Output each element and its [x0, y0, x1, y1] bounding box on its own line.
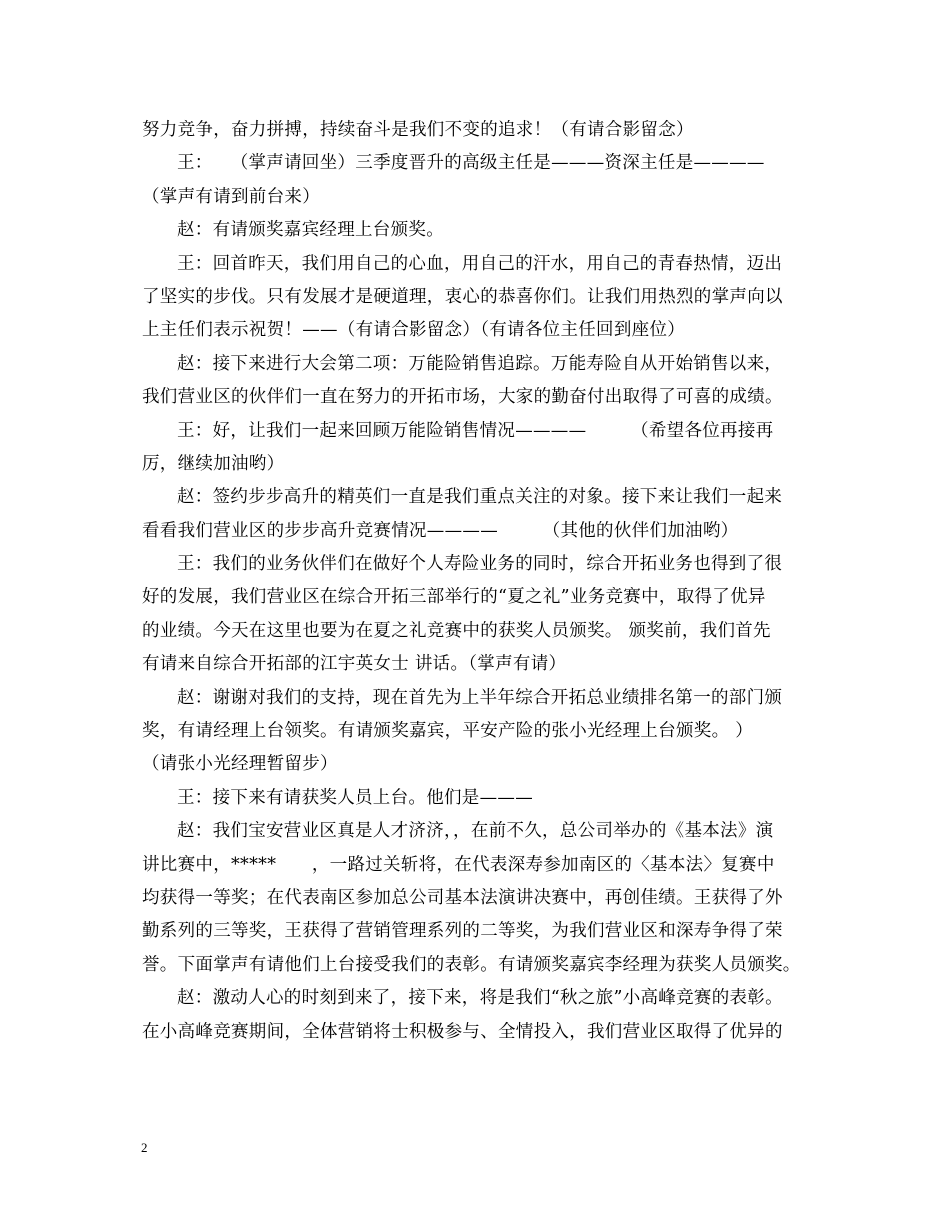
text-line: 王：好，让我们一起来回顾万能险销售情况———— （希望各位再接再: [177, 420, 774, 441]
text-line: 赵：我们宝安营业区真是人才济济，，在前不久，总公司举办的《基本法》演: [177, 821, 774, 842]
text-line: 我们营业区的伙伴们一直在努力的开拓市场，大家的勤奋付出取得了可喜的成绩。: [142, 387, 783, 408]
text-line: 上主任们表示祝贺！——（有请合影留念）（有请各位主任回到座位）: [142, 320, 686, 341]
text-line: 厉，继续加油哟）: [142, 453, 285, 474]
text-line: 王： （掌声请回坐）三季度晋升的高级主任是———资深主任是————: [177, 153, 765, 174]
text-line: 王：我们的业务伙伴们在做好个人寿险业务的同时，综合开拓业务也得到了很: [177, 554, 783, 575]
text-line: 赵：激动人心的时刻到来了，接下来，将是我们“秋之旅”小高峰竞赛的表彰。: [177, 988, 783, 1009]
text-line: 有请来自综合开拓部的江宇英女士 讲话。（掌声有请）: [142, 654, 567, 675]
text-line: 誉。下面掌声有请他们上台接受我们的表彰。有请颁奖嘉宾李经理为获奖人员颁奖。: [142, 954, 801, 975]
text-line: 在小高峰竞赛期间，全体营销将士积极参与、全情投入，我们营业区取得了优异的: [142, 1021, 783, 1042]
text-line: 努力竞争，奋力拼搏，持续奋斗是我们不变的追求！（有请合影留念）: [142, 120, 694, 140]
text-line: 赵：谢谢对我们的支持，现在首先为上半年综合开拓总业绩排名第一的部门颁: [177, 687, 783, 708]
text-line: 看看我们营业区的步步高升竞赛情况———— （其他的伙伴们加油哟）: [142, 520, 739, 541]
page-number: 2: [141, 1140, 148, 1155]
text-line: 了坚实的步伐。只有发展才是硬道理，衷心的恭喜你们。让我们用热烈的掌声向以: [142, 286, 783, 307]
text-line: 均获得一等奖；在代表南区参加总公司基本法演讲决赛中，再创佳绩。王获得了外: [142, 887, 783, 908]
text-line: 奖，有请经理上台领奖。有请颁奖嘉宾，平安产险的张小光经理上台颁奖。 ）: [142, 721, 754, 742]
text-line: （掌声有请到前台来）: [142, 186, 320, 207]
text-line: 勤系列的三等奖，王获得了营销管理系列的二等奖，为我们营业区和深寿争得了荣: [142, 921, 783, 942]
document-body: [142, 114, 812, 1049]
text-line: 好的发展，我们营业区在综合开拓三部举行的“夏之礼”业务竞赛中，取得了优异: [142, 587, 766, 608]
text-line: 讲比赛中，***** ，一路过关斩将，在代表深寿参加南区的〈基本法〉复赛中: [142, 854, 775, 875]
text-line: 的业绩。今天在这里也要为在夏之礼竞赛中的获奖人员颁奖。 颁奖前，我们首先: [142, 620, 771, 641]
text-line: 王：接下来有请获奖人员上台。他们是———: [177, 787, 533, 808]
text-line: 赵：有请颁奖嘉宾经理上台颁奖。: [177, 220, 444, 241]
text-line: 王：回首昨天，我们用自己的心血，用自己的汗水，用自己的青春热情，迈出: [177, 253, 783, 274]
text-line: 赵：签约步步高升的精英们一直是我们重点关注的对象。接下来让我们一起来: [177, 487, 783, 508]
text-line: 赵：接下来进行大会第二项：万能险销售追踪。万能寿险自从开始销售以来，: [177, 353, 783, 374]
text-line: （请张小光经理暂留步）: [142, 754, 338, 775]
